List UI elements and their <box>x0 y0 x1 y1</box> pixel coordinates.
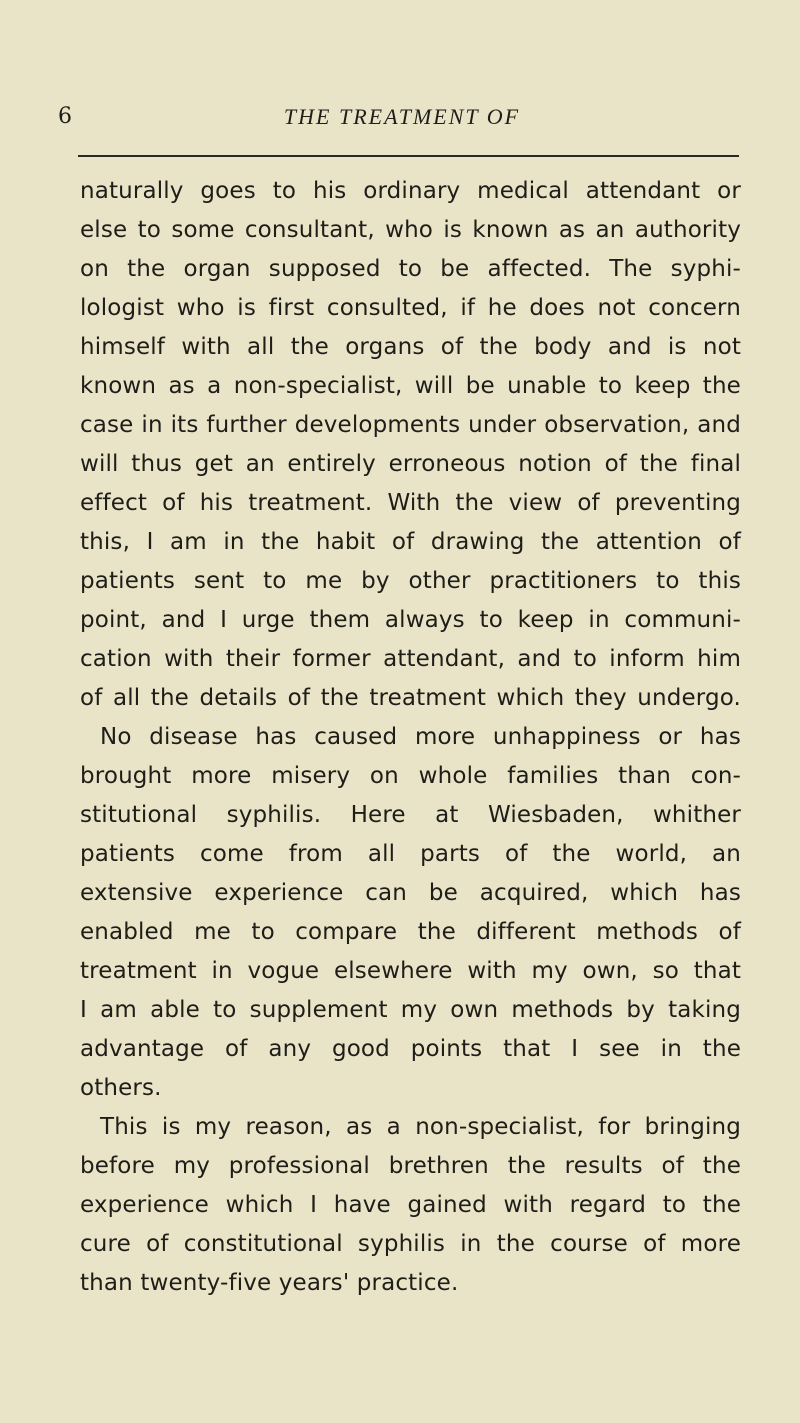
text-line: cation with their former attendant, and to inform him <box>80 646 741 672</box>
text-line: others. <box>80 1075 162 1101</box>
text-line: this, I am in the habit of drawing the attention of <box>80 529 741 555</box>
text-line: enabled me to compare the different methods of <box>80 919 741 945</box>
text-line: than twenty-five years' practice. <box>80 1270 459 1296</box>
text-line: naturally goes to his ordinary medical attendant or <box>80 178 741 204</box>
text-line: extensive experience can be acquired, which has <box>80 880 741 906</box>
text-line: will thus get an entirely erroneous notion of the final <box>80 451 741 477</box>
text-line: I am able to supplement my own methods by taking <box>80 997 741 1023</box>
text-line: advantage of any good points that I see in the <box>80 1036 741 1062</box>
text-line: patients come from all parts of the world, an <box>80 841 741 867</box>
text-line: stitutional syphilis. Here at Wiesbaden, whither <box>80 802 741 828</box>
text-line: lologist who is first consulted, if he does not concern <box>80 295 741 321</box>
text-line: on the organ supposed to be affected. The syphi- <box>80 256 741 282</box>
page-number: 6 <box>58 104 72 129</box>
text-line: brought more misery on whole families than con- <box>80 763 741 789</box>
text-line: point, and I urge them always to keep in communi- <box>80 607 741 633</box>
text-line: himself with all the organs of the body and is not <box>80 334 741 360</box>
text-line: experience which I have gained with regard to the <box>80 1192 741 1218</box>
running-title: THE TREATMENT OF <box>283 104 521 129</box>
text-line: case in its further developments under observation, and <box>80 412 741 438</box>
text-line: known as a non-specialist, will be unable to keep the <box>80 373 741 399</box>
paragraph-start-line: This is my reason, as a non-specialist, for bringing <box>100 1114 741 1140</box>
text-line: treatment in vogue elsewhere with my own, so that <box>80 958 741 984</box>
text-line: before my professional brethren the results of the <box>80 1153 741 1179</box>
running-head <box>58 104 746 138</box>
text-line: of all the details of the treatment which they undergo. <box>80 685 741 711</box>
text-line: effect of his treatment. With the view of preventing <box>80 490 741 516</box>
text-line: patients sent to me by other practitioners to this <box>80 568 741 594</box>
text-line: cure of constitutional syphilis in the course of more <box>80 1231 741 1257</box>
body-text <box>80 172 741 1303</box>
paragraph-start-line: No disease has caused more unhappiness or has <box>100 724 741 750</box>
text-line: else to some consultant, who is known as an authority <box>80 217 741 243</box>
header-rule <box>78 155 739 157</box>
